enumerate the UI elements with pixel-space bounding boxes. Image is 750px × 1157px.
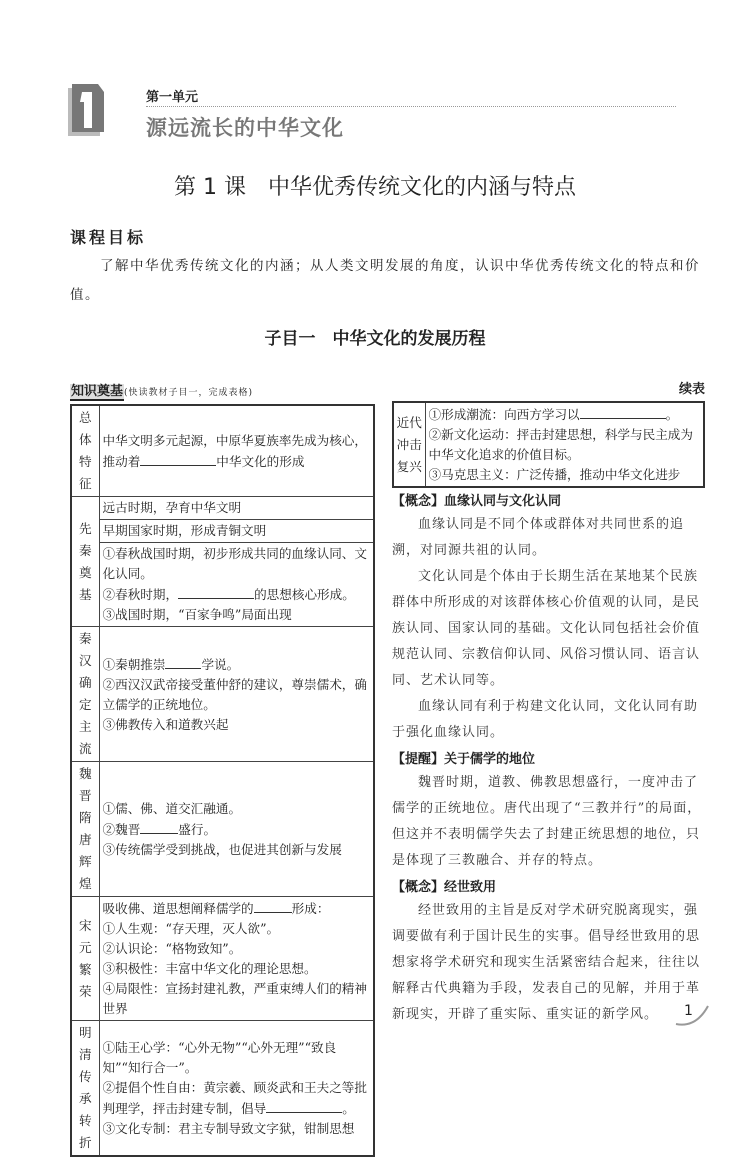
divider (146, 106, 676, 107)
item: ④局限性：宣扬封建礼教，严重束缚人们的精神世界 (102, 981, 367, 1016)
fill-blank[interactable] (254, 898, 292, 913)
text: ②提倡个性自由：黄宗羲、顾炎武和王夫之等批判理学，抨击封建专制，倡导 (102, 1079, 367, 1116)
row-content (99, 897, 374, 1021)
item: ③积极性：丰富中华文化的理论思想。 (102, 961, 317, 976)
text: 。 (665, 407, 679, 422)
text: 中华文化的形成 (216, 453, 305, 469)
row-content (99, 762, 374, 897)
note-paragraph: 经世致用的主旨是反对学术研究脱离现实，强调要做有利于国计民生的实事。倡导经世致用的思想家将学术研究和现实生活紧密结合起来，往往以解释古代典籍为手段，发表自己的见解，并用于革新现实，开辟了重实际、重实证的新学风。 (392, 903, 701, 1022)
text: 的思想核心形成。 (254, 587, 355, 602)
item: ③马克思主义：广泛传播，推动中华文化进步 (428, 467, 681, 482)
note-paragraph: 魏晋时期，道教、佛教思想盛行，一度冲击了儒学的正统地位。唐代出现了“三教并行”的局面，但这并不表明儒学失去了封建正统思想的地位，只是体现了三教融合、并存的特点。 (392, 775, 702, 868)
table-row (71, 762, 374, 897)
table-row (393, 402, 704, 487)
text: ②魏晋 (102, 821, 141, 837)
row-label: 明清传承转折 (71, 1021, 99, 1157)
table-row (71, 497, 374, 520)
goals-heading: 课程目标 (70, 228, 147, 247)
text: 中华文明多元起源，中原华夏族率先成为核心，推动着 (102, 432, 367, 469)
note-heading: 【提醒】关于儒学的地位 (392, 752, 536, 767)
fill-blank[interactable] (266, 1098, 342, 1113)
row-label: 先秦奠基 (71, 497, 99, 627)
text: 形成： (291, 901, 330, 916)
text: ①秦朝推崇 (102, 656, 166, 672)
item: ③文化专制：君主专制导致文字狱，钳制思想 (102, 1120, 355, 1136)
item: ①儒、佛、道交汇融通。 (102, 800, 242, 816)
item: ③佛教传入和道教兴起 (102, 716, 229, 732)
fill-blank[interactable] (140, 819, 178, 834)
item: ③战国时期，“百家争鸣”局面出现 (102, 607, 292, 622)
item (103, 898, 371, 919)
goals-text: 了解中华优秀传统文化的内涵；从人类文明发展的角度，认识中华优秀传统文化的特点和价值。 (70, 258, 700, 303)
row-label: 宋元繁荣 (71, 897, 99, 1021)
table-row (71, 543, 374, 627)
item: ①春秋战国时期，初步形成共同的血缘认同、文化认同。 (102, 546, 367, 581)
text: ①形成潮流：向西方学习以 (428, 407, 580, 422)
knowledge-title: 知识奠基 (71, 384, 124, 399)
note-paragraph: 血缘认同有利于构建文化认同，文化认同有助于强化血缘认同。 (392, 699, 699, 740)
item (103, 584, 371, 605)
item (103, 1078, 371, 1119)
page-number (672, 1000, 712, 1028)
right-column (392, 378, 705, 1028)
row-content: 早期国家时期，形成青铜文明 (99, 520, 374, 543)
fill-blank[interactable] (140, 451, 216, 466)
fill-blank[interactable] (580, 404, 666, 419)
table-row (71, 897, 374, 1021)
item: ②认识论：“格物致知”。 (102, 941, 242, 956)
continued-label: 续表 (678, 382, 705, 397)
row-content (425, 402, 704, 487)
note-heading: 【概念】经世致用 (392, 880, 497, 895)
knowledge-note: (快读教材子目一，完成表格) (124, 388, 254, 398)
unit-title: 源远流长的中华文化 (146, 116, 344, 140)
row-label: 秦汉确定主流 (71, 627, 99, 762)
table-row (71, 520, 374, 543)
page-number-text: 1 (684, 1003, 693, 1019)
text: ②春秋时期， (102, 587, 179, 602)
continued-table (392, 401, 705, 488)
item (103, 654, 371, 675)
note-paragraph: 文化认同是个体由于长期生活在某地某个民族群体中所形成的对该群体核心价值观的认同，是民族认同、国家认同的基础。文化认同包括社会价值规范认同、宗教信仰认同、风俗习惯认同、语言认同、艺术认同等。 (392, 569, 701, 688)
row-label: 近代冲击复兴 (393, 402, 425, 487)
item: ②新文化运动：抨击封建思想，科学与民主成为中华文化追求的价值目标。 (428, 427, 693, 462)
fill-blank[interactable] (165, 654, 201, 669)
item (429, 404, 701, 425)
text: 。 (342, 1100, 355, 1116)
note-heading: 【概念】血缘认同与文化认同 (392, 494, 562, 509)
row-content (99, 1021, 374, 1157)
item: ①人生观：“存天理，灭人欲”。 (102, 921, 280, 936)
history-table (70, 404, 375, 1157)
unit-number-badge-icon (68, 84, 104, 136)
knowledge-heading (70, 380, 253, 399)
note-paragraph: 血缘认同是不同个体或群体对共同世系的追溯，对同源共祖的认同。 (392, 517, 685, 558)
fill-blank[interactable] (178, 584, 254, 599)
item: ②西汉汉武帝接受董仲舒的建议，尊崇儒术，确立儒学的正统地位。 (102, 676, 367, 712)
item: ①陆王心学：“心外无物”“心外无理”“致良知”“知行合一”。 (102, 1039, 337, 1075)
table-row (71, 405, 374, 497)
table-row (71, 627, 374, 762)
row-content: 远古时期，孕育中华文明 (99, 497, 374, 520)
lesson-title: 第 1 课 中华优秀传统文化的内涵与特点 (174, 175, 576, 200)
item: ③传统儒学受到挑战，也促进其创新与发展 (102, 841, 342, 857)
unit-label: 第一单元 (146, 90, 199, 105)
row-label: 魏晋隋唐辉煌 (71, 762, 99, 897)
row-content (99, 543, 374, 627)
subsection-title: 子目一 中华文化的发展历程 (264, 329, 486, 349)
row-content (99, 405, 374, 497)
item (103, 819, 371, 840)
table-row (71, 1021, 374, 1157)
row-content (99, 627, 374, 762)
text: 盛行。 (178, 821, 217, 837)
text: 吸收佛、道思想阐释儒学的 (102, 901, 254, 916)
row-label: 总体特征 (71, 405, 99, 497)
text: 学说。 (201, 656, 240, 672)
